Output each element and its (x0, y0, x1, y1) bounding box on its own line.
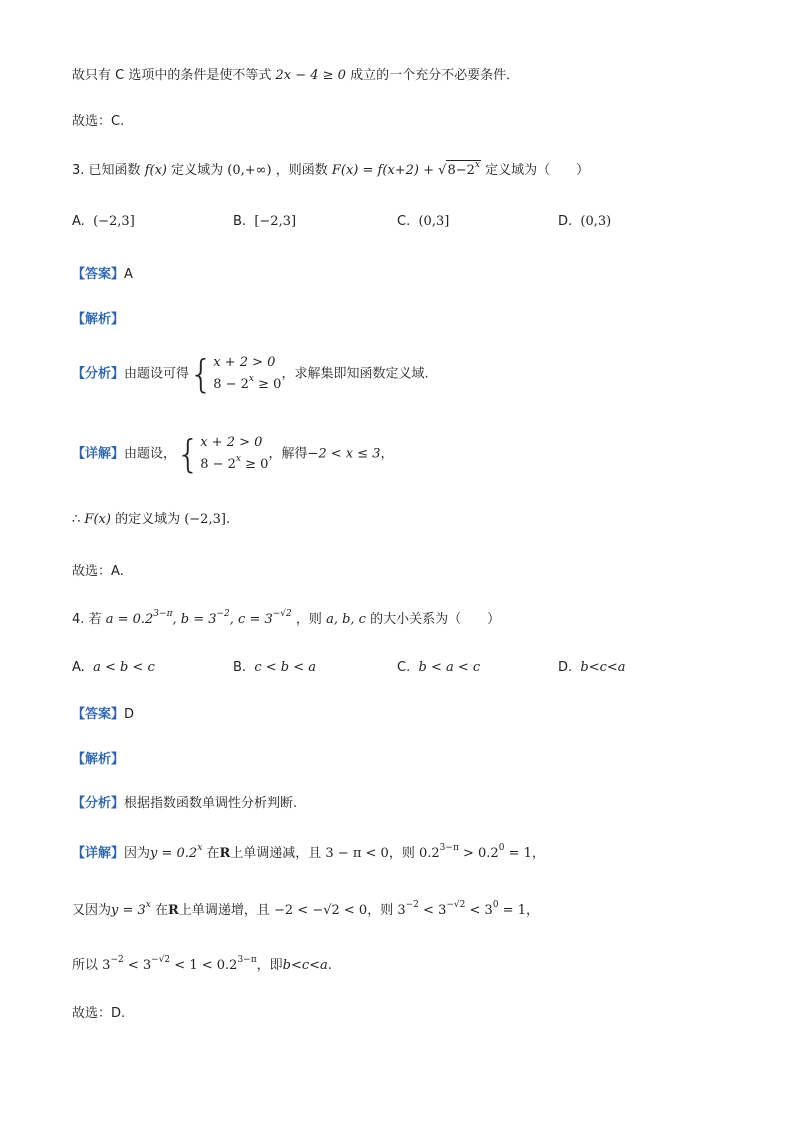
prev-conclusion-text-a: 故只有 C 选项中的条件是使不等式 (72, 68, 272, 83)
q4-xiangjie-line3: 所以 $3^{-2} < 3^{-√2} < 1 < 0.2^{3-\pi}$，即b<c<a. (72, 955, 332, 973)
q3-sqrt: $8-2^x$ (446, 160, 481, 181)
q3-option-a: A. (−2,3] (72, 214, 135, 229)
q3-stem-b: 定义域为 (171, 163, 224, 178)
q4-fenxi-tag: 【分析】 (72, 796, 125, 811)
q4-xiangjie-line2: 又因为$y = 3^x$ 在R上单调递增，且 −2 < −√2 < 0，则 $3^{-2} < 3^{-√2} < 3^0 = 1$， (72, 900, 539, 918)
q4-answer (72, 705, 134, 725)
q4-option-d-value: b<c<a (580, 660, 626, 675)
q3-Fx: F(x) = f(x+2) + (331, 163, 439, 178)
q3-option-d-value: (0,3) (580, 214, 612, 229)
q3-option-c: C. (0,3] (397, 214, 450, 229)
q3-option-d: D. (0,3) (558, 214, 612, 229)
q3-stem: 3. 已知函数 f(x) 定义域为 (0,+∞) ，则函数 $F(x) = f(x+2) + √8-2^x$ 定义域为（ ） (72, 160, 589, 181)
q3-xiangjie-tag: 【详解】 (72, 446, 125, 462)
prev-choose: 故选：C. (72, 114, 125, 129)
q4-xiangjie-line1: 【详解】因为$y = 0.2^x$ 在R上单调递减，且 3 − π < 0，则 $0.2^{3-\pi} > 0.2^0 = 1$， (72, 843, 545, 861)
q3-stem-c: ，则函数 (275, 163, 328, 178)
q3-answer-tag: 【答案】 (72, 267, 125, 282)
prev-conclusion-line (72, 66, 519, 86)
q3-therefore-domain: (−2,3] (184, 512, 226, 527)
q3-fx: f(x) (144, 163, 167, 178)
q3-xiangjie-system: x + 2 > 0 $8 - 2^x \ge 0$ (200, 435, 269, 472)
q3-number: 3. (72, 163, 85, 178)
q4-option-d: D. b<c<a (558, 660, 626, 675)
q3-option-b: B. [−2,3] (233, 214, 297, 229)
q4-number: 4. (72, 612, 85, 627)
prev-conclusion-expr: 2x − 4 ≥ 0 (275, 68, 346, 83)
q3-fenxi-system: x + 2 > 0 $8 - 2^x \ge 0$ (213, 355, 282, 392)
q3-fenxi-brace: { (189, 352, 214, 396)
q4-abc-defs: $a = 0.2^{3-\pi}$, $b = 3^{-2}$, $c = 3^{-√2}$ (105, 609, 292, 627)
q3-option-b-value: [−2,3] (254, 214, 297, 229)
q4-xiangjie-tag: 【详解】 (72, 846, 125, 861)
q3-option-c-value: (0,3] (418, 214, 450, 229)
q3-answer (72, 265, 133, 285)
q4-option-a: A. a < b < c (72, 660, 155, 675)
q4-fenxi: 【分析】根据指数函数单调性分析判断. (72, 796, 298, 811)
q3-analysis-heading: 【解析】 (72, 312, 125, 327)
prev-conclusion-text-b: 成立的一个充分不必要条件． (350, 68, 520, 83)
q3-xiangjie-brace: { (176, 432, 201, 476)
q3-stem-d: 定义域为（ ） (485, 163, 590, 178)
q4-option-c-value: b < a < c (418, 660, 481, 675)
q3-stem-a: 已知函数 (88, 163, 141, 178)
q4-option-c: C. b < a < c (397, 660, 481, 675)
q3-option-a-value: (−2,3] (93, 214, 135, 229)
q4-option-b-value: c < b < a (254, 660, 316, 675)
q3-choose: 故选：A. (72, 564, 124, 579)
q4-analysis-heading: 【解析】 (72, 752, 125, 767)
q4-choose: 故选：D. (72, 1006, 126, 1021)
q3-therefore: ∴ F(x) 的定义域为 (−2,3]. (72, 512, 231, 527)
q4-option-b: B. c < b < a (233, 660, 316, 675)
q3-solution: −2 < x ≤ 3 (307, 446, 381, 462)
q4-option-a-value: a < b < c (93, 660, 155, 675)
q4-answer-tag: 【答案】 (72, 707, 125, 722)
q3-xiangjie: 【详解】由题设，{ x + 2 > 0 $8 - 2^x \ge 0$ ，解得−2 < x ≤ 3， (72, 432, 394, 476)
q3-fenxi-tag: 【分析】 (72, 366, 125, 382)
q3-fenxi: 【分析】由题设可得{ x + 2 > 0 $8 - 2^x \ge 0$ ，求解集即知函数定义域. (72, 352, 429, 396)
q3-answer-value: A (124, 267, 133, 282)
q4-answer-value: D (124, 707, 135, 722)
q4-stem: 4. 若 $a = 0.2^{3-\pi}$, $b = 3^{-2}$, $c = 3^{-√2}$ ，则 a, b, c 的大小关系为（ ） (72, 609, 501, 627)
q3-domain: (0,+∞) (227, 163, 272, 178)
